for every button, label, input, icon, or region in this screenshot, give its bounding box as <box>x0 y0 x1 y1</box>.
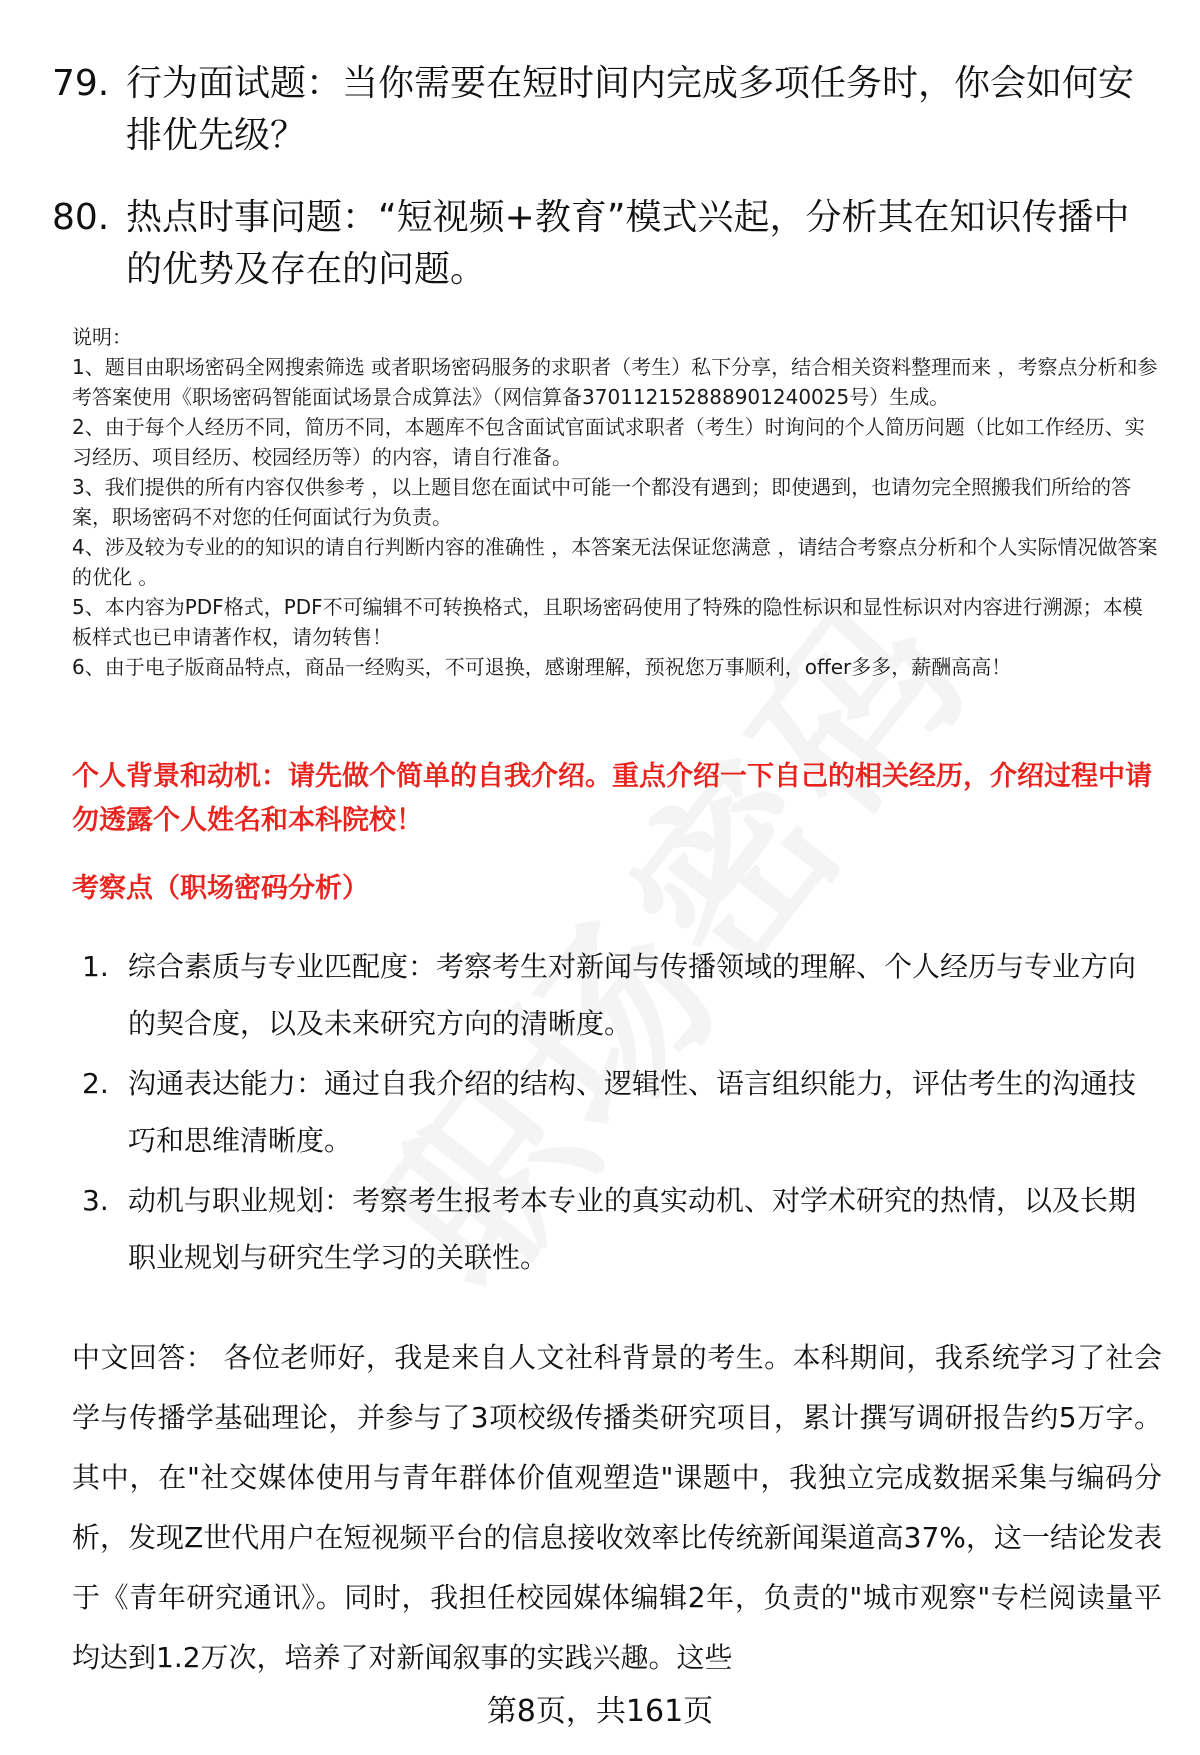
analysis-point <box>82 1055 1162 1169</box>
analysis-point <box>82 938 1162 1052</box>
section-title: 个人背景和动机：请先做个简单的自我介绍。重点介绍一下自己的相关经历，介绍过程中请勿透露个人姓名和本科院校！ <box>72 761 1152 836</box>
question-number: 79. <box>52 63 110 104</box>
point-text: 综合素质与专业匹配度：考察考生对新闻与传播领域的理解、个人经历与专业方向的契合度，以及未来研究方向的清晰度。 <box>128 950 1137 1040</box>
notes-item: 1、题目由职场密码全网搜索筛选 或者职场密码服务的求职者（考生）私下分享，结合相关资料整理而来 ，考察点分析和参考答案使用《职场密码智能面试场景合成算法》（网信算备370112152888901240025号）生成。 <box>72 355 1158 409</box>
question-list <box>52 58 1162 326</box>
question-text: 热点时事问题：“短视频+教育”模式兴起，分析其在知识传播中的优势及存在的问题。 <box>126 197 1130 290</box>
question-item <box>52 192 1162 296</box>
point-text: 动机与职业规划：考察考生报考本专业的真实动机、对学术研究的热情，以及长期职业规划与研究生学习的关联性。 <box>128 1184 1137 1274</box>
notes-item: 5、本内容为PDF格式，PDF不可编辑不可转换格式，且职场密码使用了特殊的隐性标识和显性标识对内容进行溯源；本模板样式也已申请著作权，请勿转售！ <box>72 595 1143 649</box>
point-number: 2. <box>82 1067 109 1100</box>
point-text: 沟通表达能力：通过自我介绍的结构、逻辑性、语言组织能力，评估考生的沟通技巧和思维清晰度。 <box>128 1067 1137 1157</box>
question-item <box>52 58 1162 162</box>
notes-item: 6、由于电子版商品特点，商品一经购买，不可退换，感谢理解，预祝您万事顺利，offer多多，薪酬高高！ <box>72 655 1012 679</box>
analysis-points <box>82 938 1162 1289</box>
question-number: 80. <box>52 197 110 238</box>
notes-item: 3、我们提供的所有内容仅供参考 ，以上题目您在面试中可能一个都没有遇到；即使遇到，也请勿完全照搬我们所给的答案，职场密码不对您的任何面试行为负责。 <box>72 475 1132 529</box>
analysis-title: 考察点（职场密码分析） <box>72 873 369 904</box>
answer-text: 中文回答： 各位老师好，我是来自人文社科背景的考生。本科期间，我系统学习了社会学与传播学基础理论，并参与了3项校级传播类研究项目，累计撰写调研报告约5万字。其中，在"社交媒体使用与青年群体价值观塑造"课题中，我独立完成数据采集与编码分析，发现Z世代用户在短视频平台的信息接收效率比传统新闻渠道高37%，这一结论发表于《青年研究通讯》。同时，我担任校园媒体编辑2年，负责的"城市观察"专栏阅读量平均达到1.2万次，培养了对新闻叙事的实践兴趣。这些 <box>72 1341 1162 1674</box>
analysis-point <box>82 1172 1162 1286</box>
notes-item: 4、涉及较为专业的的知识的请自行判断内容的准确性 ，本答案无法保证您满意 ，请结合考察点分析和个人实际情况做答案的优化 。 <box>72 535 1158 589</box>
page-footer: 第8页，共161页 <box>486 1694 714 1729</box>
point-number: 1. <box>82 950 109 983</box>
notes-title: 说明： <box>72 325 132 349</box>
question-text: 行为面试题：当你需要在短时间内完成多项任务时，你会如何安排优先级？ <box>126 63 1135 156</box>
notes-section <box>72 322 1162 682</box>
point-number: 3. <box>82 1184 109 1217</box>
notes-item: 2、由于每个人经历不同，简历不同，本题库不包含面试官面试求职者（考生）时询问的个人简历问题（比如工作经历、实习经历、项目经历、校园经历等）的内容，请自行准备。 <box>72 415 1145 469</box>
